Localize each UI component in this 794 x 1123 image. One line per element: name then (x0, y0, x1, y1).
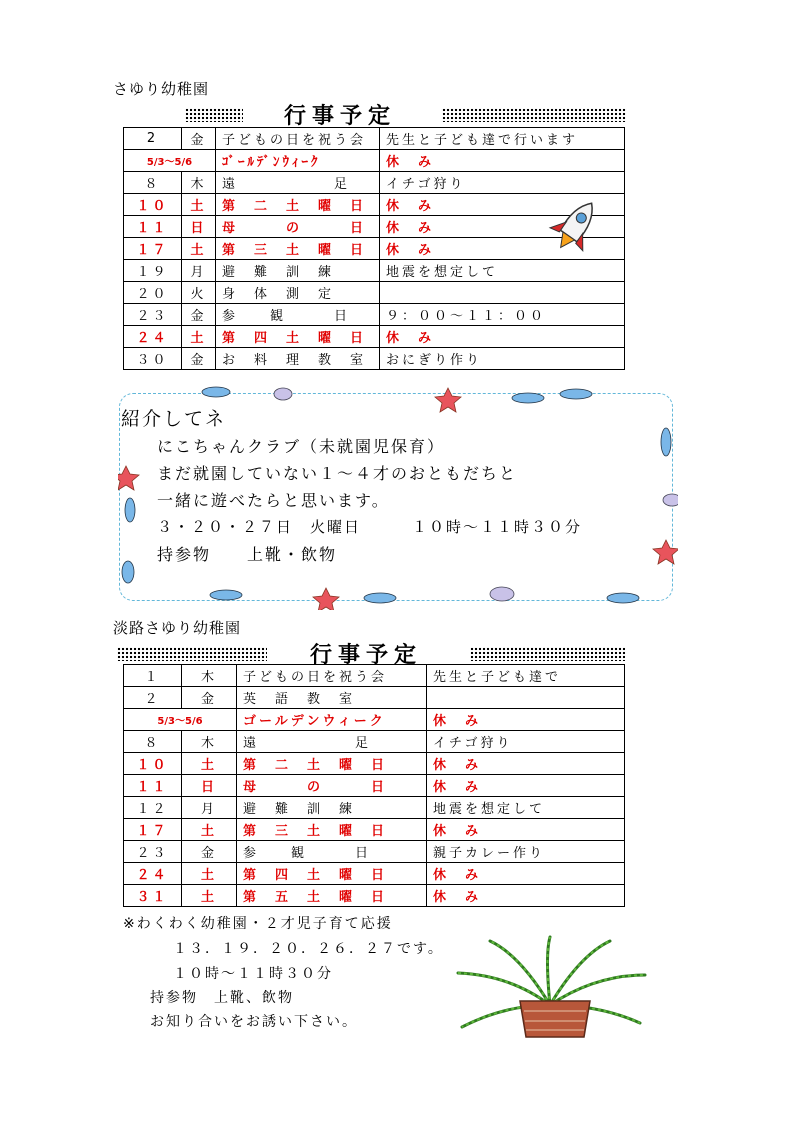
weekday-text: 月 (200, 802, 217, 817)
date-cell (124, 819, 182, 841)
event-text: 第 三 土 曜 日 (222, 243, 367, 258)
weekday-cell (182, 128, 216, 150)
weekday-text: 土 (190, 243, 207, 258)
note-cell (380, 260, 625, 282)
schedule-title: 行事予定 (283, 103, 396, 129)
date-cell (124, 753, 182, 775)
event-text: 母 の 日 (222, 221, 367, 236)
weekday-text: 月 (190, 265, 207, 280)
schedule-row (124, 172, 625, 194)
event-text: 身 体 測 定 (222, 287, 335, 302)
weekday-cell (182, 326, 216, 348)
intro-line: 一緒に遊べたらと思います。 (157, 491, 390, 510)
date-text: １ (144, 670, 161, 685)
date-text: １７ (136, 824, 169, 839)
note-text: ９：００～１１：００ (386, 309, 547, 324)
date-cell (124, 260, 182, 282)
date-cell (124, 238, 182, 260)
event-text: 第 四 土 曜 日 (222, 331, 367, 346)
note-text: 休 み (433, 714, 482, 729)
event-text: 第 三 土 曜 日 (243, 824, 388, 839)
note-cell (427, 687, 625, 709)
date-text: ２３ (136, 309, 169, 324)
title-dots-right (470, 647, 625, 661)
weekday-cell (182, 775, 237, 797)
weekday-text: 土 (200, 758, 217, 773)
note-cell (380, 326, 625, 348)
weekday-text: 木 (190, 177, 207, 192)
event-cell (216, 304, 380, 326)
date-cell (124, 687, 182, 709)
weekday-text: 火 (190, 287, 207, 302)
schedule-row (124, 841, 625, 863)
title-dots-left (185, 108, 243, 122)
event-cell (237, 731, 427, 753)
weekday-text: 日 (190, 221, 207, 236)
schedule-row (124, 731, 625, 753)
event-cell (216, 150, 380, 172)
note-text: 休 み (433, 890, 482, 905)
date-cell (124, 775, 182, 797)
schedule-row (124, 775, 625, 797)
event-cell (216, 282, 380, 304)
event-cell (237, 665, 427, 687)
date-text: 5/3～5/6 (146, 157, 193, 168)
weekday-cell (182, 731, 237, 753)
note-text: 親子カレー作り (433, 846, 546, 861)
note-text: 先生と子ども達で行います (386, 133, 579, 148)
event-cell (237, 687, 427, 709)
weekday-text: 木 (200, 736, 217, 751)
date-text: ８ (144, 177, 161, 192)
weekday-text: 金 (200, 692, 217, 707)
weekday-cell (182, 753, 237, 775)
event-cell (237, 841, 427, 863)
date-text: ３０ (136, 353, 169, 368)
event-text: 英 語 教 室 (243, 692, 356, 707)
weekday-cell (182, 304, 216, 326)
date-cell (124, 326, 182, 348)
date-cell (124, 841, 182, 863)
date-cell (124, 665, 182, 687)
date-text: １０ (136, 758, 169, 773)
weekday-cell (182, 885, 237, 907)
note-text: 休 み (386, 155, 435, 170)
event-cell (216, 216, 380, 238)
schedule-row (124, 665, 625, 687)
note-text: イチゴ狩り (386, 177, 466, 192)
weekday-cell (182, 194, 216, 216)
event-text: 遠 足 (222, 177, 351, 192)
schedule-row (124, 885, 625, 907)
event-text: お 料 理 教 室 (222, 353, 367, 368)
event-text: 避 難 訓 練 (243, 802, 356, 817)
schedule-row (124, 260, 625, 282)
weekday-text: 木 (200, 670, 217, 685)
schedule-row (124, 128, 625, 150)
weekday-text: 金 (190, 133, 207, 148)
date-text: １９ (136, 265, 169, 280)
event-text: 第 二 土 曜 日 (243, 758, 388, 773)
note-cell (427, 753, 625, 775)
note-cell (380, 172, 625, 194)
weekday-text: 日 (200, 780, 217, 795)
note-text: 休 み (386, 331, 435, 346)
date-cell (124, 150, 216, 172)
weekday-cell (182, 819, 237, 841)
event-cell (216, 172, 380, 194)
note-cell (427, 797, 625, 819)
note-cell (427, 775, 625, 797)
date-cell (124, 797, 182, 819)
note-text: おにぎり作り (386, 353, 483, 368)
weekday-cell (182, 348, 216, 370)
intro-line: まだ就園していない１～４才のおともだちと (157, 464, 518, 483)
date-text: ２０ (136, 287, 169, 302)
notice-line: １０時～１１時３０分 (173, 966, 333, 982)
date-text: ２ (144, 692, 161, 707)
date-cell (124, 216, 182, 238)
weekday-cell (182, 238, 216, 260)
event-text: 第 五 土 曜 日 (243, 890, 388, 905)
note-cell (380, 348, 625, 370)
note-cell (427, 885, 625, 907)
event-cell (237, 753, 427, 775)
event-cell (237, 885, 427, 907)
event-text: 子どもの日を祝う会 (243, 670, 388, 685)
schedule-row (124, 863, 625, 885)
weekday-text: 金 (190, 309, 207, 324)
date-text: ８ (144, 736, 161, 751)
title-dots-left (117, 647, 267, 661)
note-cell (427, 863, 625, 885)
schedule-row (124, 797, 625, 819)
note-cell (427, 665, 625, 687)
note-text: 休 み (433, 868, 482, 883)
schedule-row (124, 709, 625, 731)
weekday-cell (182, 282, 216, 304)
date-cell (124, 194, 182, 216)
weekday-text: 土 (200, 824, 217, 839)
date-cell (124, 709, 237, 731)
date-cell (124, 885, 182, 907)
school-name: さゆり幼稚園 (113, 80, 210, 98)
date-text: １０ (136, 199, 169, 214)
note-cell (380, 150, 625, 172)
date-cell (124, 348, 182, 370)
weekday-cell (182, 665, 237, 687)
date-text: ２４ (136, 331, 169, 346)
weekday-text: 土 (190, 331, 207, 346)
note-text: 休 み (433, 758, 482, 773)
event-cell (216, 326, 380, 348)
date-text: １２ (136, 802, 169, 817)
intro-line: 持参物 上靴・飲物 (157, 545, 338, 564)
weekday-cell (182, 841, 237, 863)
note-text: 地震を想定して (386, 265, 499, 280)
note-cell (380, 282, 625, 304)
schedule-row (124, 687, 625, 709)
note-text: 休 み (433, 824, 482, 839)
intro-line: ３・２０・２７日 火曜日 １０時～１１時３０分 (157, 518, 583, 536)
date-cell (124, 731, 182, 753)
event-cell (216, 194, 380, 216)
note-text: 先生と子ども達で (433, 670, 562, 685)
date-cell (124, 128, 182, 150)
date-text: 5/3～5/6 (157, 716, 203, 727)
event-cell (237, 709, 427, 731)
date-text: １１ (136, 780, 169, 795)
weekday-text: 土 (190, 199, 207, 214)
schedule-row (124, 150, 625, 172)
rocket-icon (545, 196, 605, 258)
schedule-row (124, 282, 625, 304)
notice-line: ※わくわく幼稚園・２才児子育て応援 (123, 916, 393, 932)
intro-line: にこちゃんクラブ（未就園児保育） (157, 437, 446, 456)
note-cell (427, 731, 625, 753)
note-text: イチゴ狩り (433, 736, 513, 751)
notice-line: 持参物 上靴、飲物 (150, 990, 294, 1006)
schedule-row (124, 326, 625, 348)
weekday-cell (182, 863, 237, 885)
weekday-text: 金 (200, 846, 217, 861)
date-text: ２４ (136, 868, 169, 883)
note-text: 休 み (433, 780, 482, 795)
weekday-text: 土 (200, 890, 217, 905)
schedule-row (124, 304, 625, 326)
event-text: 参 観 日 (222, 309, 351, 324)
event-text: 避 難 訓 練 (222, 265, 335, 280)
title-dots-right (442, 108, 626, 122)
weekday-cell (182, 172, 216, 194)
note-text: 休 み (386, 199, 435, 214)
notice-line: お知り合いをお誘い下さい。 (150, 1014, 358, 1030)
event-text: 母 の 日 (243, 780, 388, 795)
weekday-text: 土 (200, 868, 217, 883)
date-text: ２３ (136, 846, 169, 861)
event-text: 第 四 土 曜 日 (243, 868, 388, 883)
event-text: 第 二 土 曜 日 (222, 199, 367, 214)
event-text: 参 観 日 (243, 846, 372, 861)
event-text: ｺﾞｰﾙﾃﾞﾝｳｨｰｸ (222, 155, 321, 170)
event-cell (216, 238, 380, 260)
note-cell (427, 841, 625, 863)
note-cell (380, 304, 625, 326)
schedule-row (124, 819, 625, 841)
schedule-table (123, 664, 625, 907)
event-cell (237, 797, 427, 819)
event-cell (237, 863, 427, 885)
weekday-text: 金 (190, 353, 207, 368)
note-text: 休 み (386, 221, 435, 236)
event-text: 遠 足 (243, 736, 372, 751)
weekday-cell (182, 687, 237, 709)
schedule-title: 行事予定 (309, 642, 422, 668)
date-text: 2 (146, 131, 159, 146)
event-cell (216, 348, 380, 370)
date-cell (124, 304, 182, 326)
weekday-cell (182, 260, 216, 282)
intro-heading: 紹介してネ (121, 408, 227, 430)
event-text: 子どもの日を祝う会 (222, 133, 367, 148)
weekday-cell (182, 216, 216, 238)
note-text: 休 み (386, 243, 435, 258)
notice-line: １３．１９．２０．２６．２７です。 (173, 941, 444, 957)
event-cell (216, 128, 380, 150)
event-cell (216, 260, 380, 282)
schedule-row (124, 348, 625, 370)
date-cell (124, 172, 182, 194)
date-text: １７ (136, 243, 169, 258)
schedule-row (124, 753, 625, 775)
date-cell (124, 282, 182, 304)
note-text: 地震を想定して (433, 802, 546, 817)
school-name: 淡路さゆり幼稚園 (113, 619, 242, 637)
note-cell (427, 709, 625, 731)
weekday-cell (182, 797, 237, 819)
event-text: ゴールデンウィーク (243, 714, 386, 729)
date-text: １１ (136, 221, 169, 236)
note-cell (380, 128, 625, 150)
event-cell (237, 819, 427, 841)
potted-plant-icon (450, 935, 650, 1040)
date-text: ３１ (136, 890, 169, 905)
event-cell (237, 775, 427, 797)
note-cell (427, 819, 625, 841)
date-cell (124, 863, 182, 885)
